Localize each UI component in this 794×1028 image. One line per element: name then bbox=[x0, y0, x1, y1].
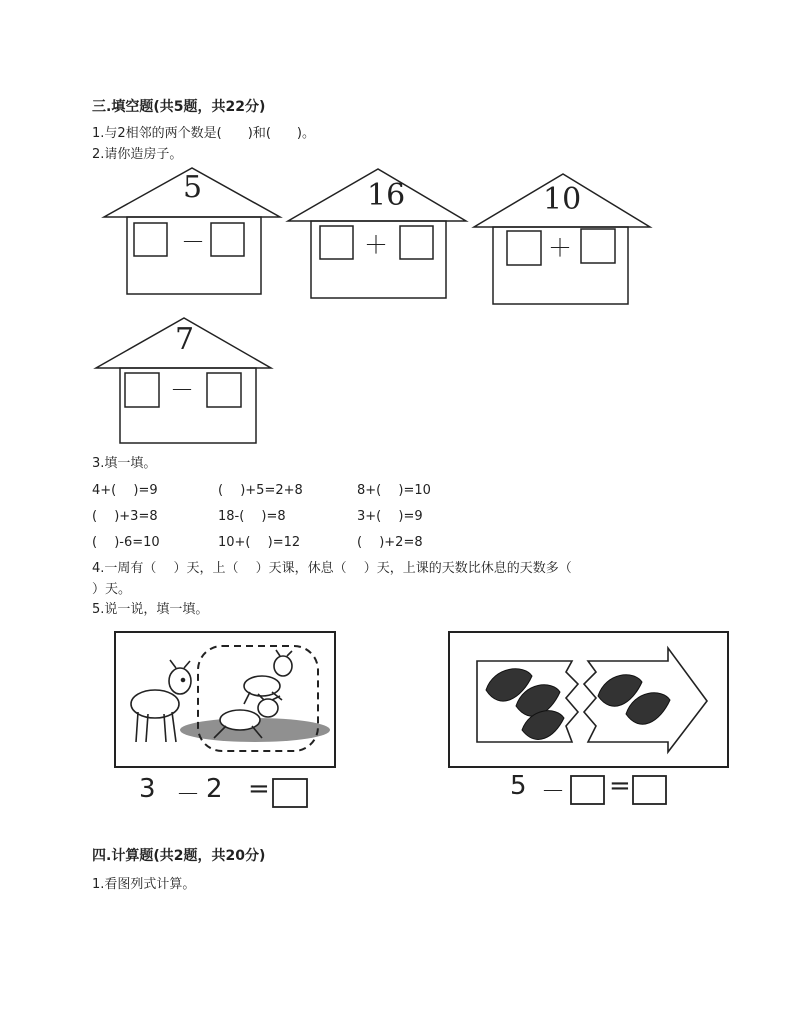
question-1: 1.与2相邻的两个数是( )和( )。 bbox=[92, 126, 315, 141]
eq2-op: － bbox=[541, 777, 565, 805]
section4-question-1: 1.看图列式计算。 bbox=[92, 877, 196, 892]
fill-item: 4+( )=9 bbox=[92, 483, 158, 498]
leaves-frame bbox=[449, 632, 728, 767]
fill-item: 10+( )=12 bbox=[218, 535, 301, 550]
fill-item: 3+( )=9 bbox=[357, 509, 423, 524]
eq1-equals: = bbox=[248, 774, 270, 804]
answer-box-2[interactable] bbox=[571, 776, 604, 804]
eq1-b: 2 bbox=[206, 774, 223, 804]
house-1-number: 5 bbox=[183, 170, 203, 205]
question-4: 4.一周有（ ）天，上（ ）天课，休息（ ）天，上课的天数比休息的天数多（ bbox=[92, 561, 572, 576]
fill-item: ( )-6=10 bbox=[92, 535, 160, 550]
house-4-number: 7 bbox=[175, 322, 195, 357]
eq2-equals: = bbox=[609, 771, 631, 801]
house-1-operator: － bbox=[181, 228, 205, 256]
fill-item: ( )+5=2+8 bbox=[218, 483, 303, 498]
eq1-a: 3 bbox=[139, 774, 156, 804]
house-2-number: 16 bbox=[367, 178, 406, 213]
eq2-a: 5 bbox=[510, 771, 527, 801]
answer-box-3[interactable] bbox=[633, 776, 666, 804]
fill-item: ( )+3=8 bbox=[92, 509, 158, 524]
question-4-cont: ）天。 bbox=[92, 582, 132, 597]
fill-item: 18-( )=8 bbox=[218, 509, 286, 524]
fill-item: ( )+2=8 bbox=[357, 535, 423, 550]
section3-title: 三.填空题(共5题，共22分) bbox=[92, 99, 266, 115]
question-2: 2.请你造房子。 bbox=[92, 147, 183, 162]
fill-item: 8+( )=10 bbox=[357, 483, 431, 498]
eq1-op: － bbox=[176, 780, 200, 808]
house-4-operator: － bbox=[170, 376, 194, 404]
leaf-icon bbox=[486, 669, 670, 740]
section4-title: 四.计算题(共2题，共20分) bbox=[92, 848, 266, 864]
question-5: 5.说一说，填一填。 bbox=[92, 602, 209, 617]
question-3: 3.填一填。 bbox=[92, 456, 157, 471]
house-3-operator: ＋ bbox=[548, 234, 572, 262]
house-3-number: 10 bbox=[543, 182, 582, 217]
house-2-operator: ＋ bbox=[364, 231, 388, 259]
